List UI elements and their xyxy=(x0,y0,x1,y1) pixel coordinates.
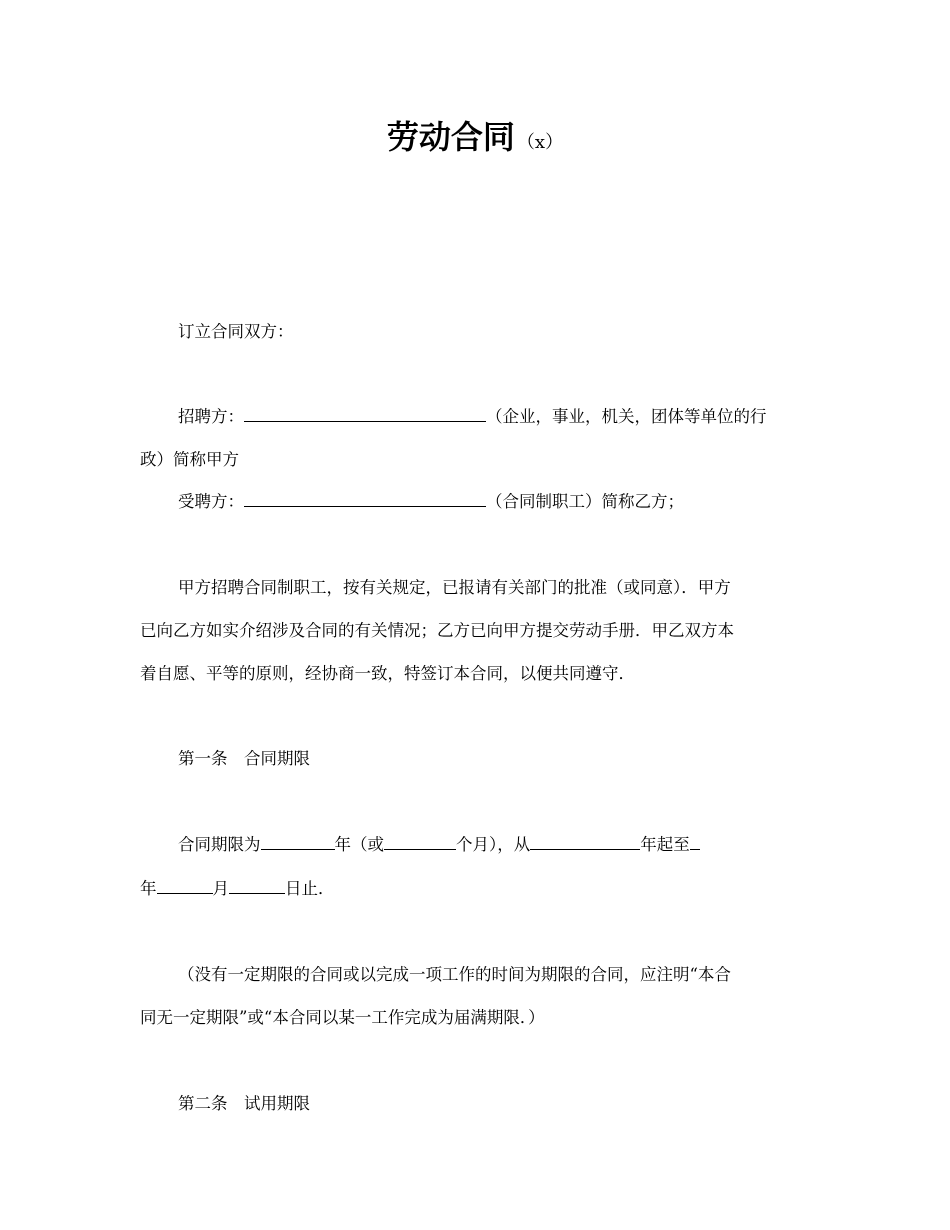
term-end-year-blank xyxy=(690,834,700,850)
parties-heading: 订立合同双方： xyxy=(178,322,294,341)
article1-note-line2: 同无一定期限”或“本合同以某一工作完成为届满期限．） xyxy=(140,1008,545,1027)
term-years-blank xyxy=(261,834,335,850)
employer-note-line2: 政）简称甲方 xyxy=(140,450,239,469)
employee-line xyxy=(178,490,684,514)
term-text-3: 个月），从 xyxy=(456,835,531,854)
employee-note: （合同制职工）简称乙方； xyxy=(486,492,684,511)
article2-heading: 第二条 试用期限 xyxy=(178,1094,310,1113)
article1-heading: 第一条 合同期限 xyxy=(178,749,310,768)
term-text-5: 年 xyxy=(140,879,157,898)
document-title xyxy=(0,112,950,158)
intro-line1: 甲方招聘合同制职工，按有关规定，已报请有关部门的批准（或同意）．甲方 xyxy=(178,578,731,597)
intro-line3: 着自愿、平等的原则，经协商一致，特签订本合同，以便共同遵守． xyxy=(140,664,635,683)
title-suffix: （x） xyxy=(516,132,564,153)
term-start-year-blank xyxy=(530,834,640,850)
term-text-1: 合同期限为 xyxy=(178,835,261,854)
term-text-7: 日止． xyxy=(285,879,335,898)
article1-term-line2 xyxy=(140,877,335,901)
title-main: 劳动合同 xyxy=(386,118,515,156)
employer-note-line1: （企业，事业，机关，团体等单位的行 xyxy=(486,407,767,426)
term-end-month-blank xyxy=(157,878,213,894)
term-months-blank xyxy=(384,834,456,850)
term-text-2: 年（或 xyxy=(334,835,384,854)
term-end-day-blank xyxy=(229,878,285,894)
employer-line xyxy=(178,405,767,429)
term-text-4: 年起至 xyxy=(640,835,690,854)
employer-blank xyxy=(244,406,486,422)
term-text-6: 月 xyxy=(212,879,229,898)
intro-line2: 已向乙方如实介绍涉及合同的有关情况；乙方已向甲方提交劳动手册．甲乙双方本 xyxy=(140,621,734,640)
employee-blank xyxy=(244,491,486,507)
employer-label: 招聘方： xyxy=(178,407,244,426)
employee-label: 受聘方： xyxy=(178,492,244,511)
article1-note-line1: （没有一定期限的合同或以完成一项工作的时间为期限的合同，应注明“本合 xyxy=(178,965,731,984)
article1-term-line1 xyxy=(178,833,700,857)
